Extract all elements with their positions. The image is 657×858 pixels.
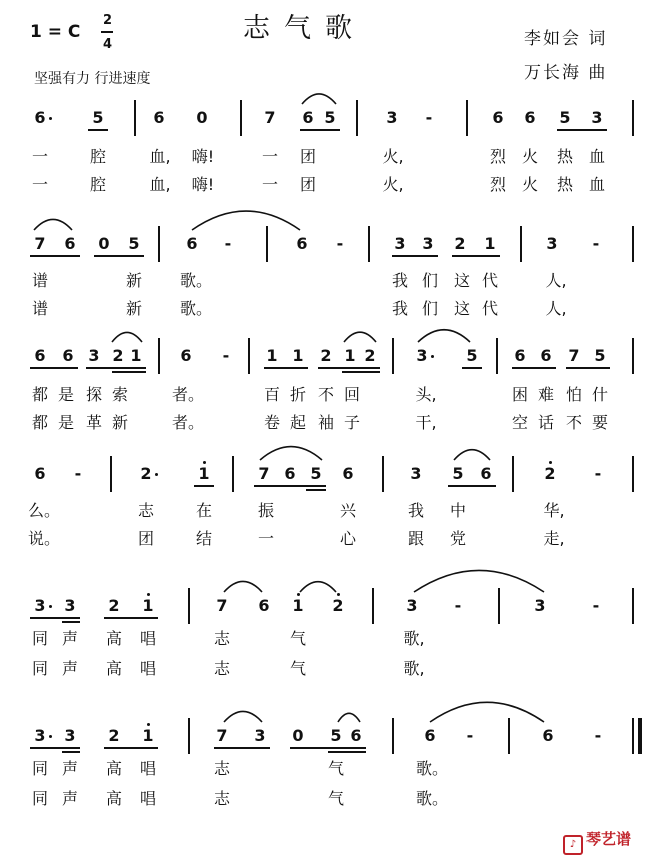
barline — [240, 100, 242, 136]
note: 2 — [332, 596, 344, 615]
lyric-syllable: 不 — [317, 385, 335, 404]
beam-underline — [30, 255, 80, 257]
beam-underline — [62, 621, 80, 623]
note: 5 — [324, 108, 336, 127]
note: 5 — [466, 346, 478, 365]
note: 3 — [416, 346, 428, 365]
note: 2 — [108, 596, 120, 615]
note: 6 — [34, 346, 46, 365]
note: 6 — [424, 726, 436, 745]
lyric-syllable: 结 — [195, 529, 213, 548]
note: 2 — [112, 346, 124, 365]
lyric-syllable: 兴 — [339, 501, 357, 520]
note: 1 — [292, 346, 304, 365]
lyric-syllable: 走, — [543, 529, 565, 548]
note: 1 — [198, 464, 210, 483]
lyric-syllable: 血 — [588, 175, 606, 194]
lyric-syllable: 嗨! — [191, 175, 215, 194]
lyric-syllable: 同 — [31, 759, 49, 778]
slur-arc — [260, 447, 322, 460]
lyric-syllable: 头, — [415, 385, 437, 404]
note: 6 — [186, 234, 198, 253]
note: 6 — [492, 108, 504, 127]
lyric-syllable: 志 — [213, 759, 231, 778]
lyric-syllable: 唱 — [139, 659, 157, 678]
octave-dot — [147, 593, 150, 596]
note: 6 — [153, 108, 165, 127]
lyric-syllable: 气 — [289, 629, 307, 648]
beam-underline — [566, 367, 610, 369]
time-signature-line — [101, 31, 113, 33]
lyric-syllable: 跟 — [407, 529, 425, 548]
lyric-syllable: 一 — [31, 147, 49, 166]
lyric-syllable: 要 — [591, 413, 609, 432]
note: 3 — [406, 596, 418, 615]
lyric-syllable: 一 — [257, 529, 275, 548]
slur-arc — [344, 332, 376, 342]
lyric-syllable: 空 — [511, 413, 529, 432]
lyric-syllable: 歌。 — [415, 789, 449, 808]
lyric-syllable: 唱 — [139, 789, 157, 808]
barline — [632, 718, 634, 754]
lyric-syllable: 谱 — [31, 299, 49, 318]
lyric-syllable: 火, — [382, 175, 404, 194]
lyric-syllable: 不 — [565, 413, 583, 432]
lyric-syllable: 歌。 — [179, 299, 213, 318]
note: 6 — [542, 726, 554, 745]
note: 3 — [386, 108, 398, 127]
lyric-syllable: 新 — [111, 413, 129, 432]
note: 6 — [284, 464, 296, 483]
note: - — [222, 346, 230, 365]
barline — [158, 226, 160, 262]
barline — [508, 718, 510, 754]
beam-underline — [30, 747, 80, 749]
augmentation-dot — [155, 473, 158, 476]
lyric-syllable: 人, — [545, 271, 567, 290]
lyric-syllable: 代 — [481, 299, 499, 318]
beam-underline — [448, 485, 496, 487]
note: 3 — [422, 234, 434, 253]
note: 7 — [264, 108, 276, 127]
lyric-syllable: 一 — [31, 175, 49, 194]
lyric-syllable: 腔 — [89, 175, 107, 194]
note: - — [466, 726, 474, 745]
lyric-line — [0, 300, 657, 320]
lyric-line — [0, 630, 657, 650]
note: 1 — [292, 596, 304, 615]
note: 0 — [98, 234, 110, 253]
beam-underline — [194, 485, 214, 487]
lyric-syllable: 我 — [391, 271, 409, 290]
note: 3 — [591, 108, 603, 127]
note: 6 — [480, 464, 492, 483]
lyric-syllable: 血, — [149, 175, 171, 194]
beam-underline — [104, 747, 158, 749]
lyric-syllable: 团 — [299, 147, 317, 166]
beam-underline — [254, 485, 326, 487]
lyric-syllable: 华, — [543, 501, 565, 520]
note: 2 — [454, 234, 466, 253]
note: 5 — [128, 234, 140, 253]
barline — [520, 226, 522, 262]
lyric-syllable: 同 — [31, 659, 49, 678]
slur-arc — [338, 713, 360, 722]
barline — [632, 100, 634, 136]
barline — [632, 338, 634, 374]
barline — [188, 588, 190, 624]
lyric-syllable: 同 — [31, 629, 49, 648]
note: 6 — [342, 464, 354, 483]
note: 6 — [258, 596, 270, 615]
lyric-syllable: 志 — [137, 501, 155, 520]
beam-underline — [86, 367, 146, 369]
note: 5 — [452, 464, 464, 483]
beam-underline — [318, 367, 380, 369]
lyric-syllable: 在 — [195, 501, 213, 520]
lyric-line — [0, 530, 657, 550]
octave-dot — [147, 723, 150, 726]
note: - — [74, 464, 82, 483]
lyric-line — [0, 660, 657, 680]
lyric-syllable: 么。 — [27, 501, 61, 520]
tempo-marking: 坚强有力 行进速度 — [34, 71, 151, 87]
note: 2 — [544, 464, 556, 483]
note: 6 — [514, 346, 526, 365]
beam-underline — [88, 129, 108, 131]
beam-underline — [94, 255, 144, 257]
lyric-syllable: 唱 — [139, 629, 157, 648]
note: - — [336, 234, 344, 253]
lyric-syllable: 歌, — [403, 629, 425, 648]
lyric-line — [0, 386, 657, 406]
beam-underline — [462, 367, 482, 369]
lyric-syllable: 气 — [327, 759, 345, 778]
note: 1 — [344, 346, 356, 365]
barline — [496, 338, 498, 374]
slur-arc — [418, 330, 470, 342]
note: - — [224, 234, 232, 253]
lyric-syllable: 者。 — [171, 385, 205, 404]
note: 3 — [34, 596, 46, 615]
barline — [368, 226, 370, 262]
note: 6 — [64, 234, 76, 253]
logo-text: 琴艺谱 — [586, 830, 632, 848]
lyric-syllable: 团 — [299, 175, 317, 194]
lyric-syllable: 声 — [61, 789, 79, 808]
lyric-syllable: 振 — [257, 501, 275, 520]
lyric-syllable: 卷 — [263, 413, 281, 432]
lyric-syllable: 歌。 — [179, 271, 213, 290]
note: 7 — [216, 596, 228, 615]
beam-underline — [104, 617, 158, 619]
lyric-syllable: 声 — [61, 759, 79, 778]
lyric-syllable: 志 — [213, 629, 231, 648]
slur-arc — [192, 211, 300, 230]
lyric-syllable: 志 — [213, 659, 231, 678]
time-signature-numerator: 2 — [103, 13, 113, 28]
lyricist-credit: 李如会 词 — [524, 29, 608, 49]
note: - — [594, 464, 602, 483]
lyric-syllable: 声 — [61, 659, 79, 678]
note: - — [454, 596, 462, 615]
lyric-syllable: 者。 — [171, 413, 205, 432]
beam-underline — [264, 367, 308, 369]
note: 1 — [484, 234, 496, 253]
lyric-syllable: 气 — [289, 659, 307, 678]
lyric-syllable: 是 — [57, 385, 75, 404]
note: 5 — [92, 108, 104, 127]
note: - — [592, 234, 600, 253]
note: 6 — [62, 346, 74, 365]
note: 0 — [292, 726, 304, 745]
lyric-syllable: 气 — [327, 789, 345, 808]
lyric-syllable: 血 — [588, 147, 606, 166]
slur-arc — [430, 702, 544, 722]
note: 5 — [330, 726, 342, 745]
slur-arc — [454, 450, 490, 460]
augmentation-dot — [49, 117, 52, 120]
note: 6 — [34, 464, 46, 483]
time-signature-denominator: 4 — [103, 37, 113, 52]
note: 5 — [310, 464, 322, 483]
barline — [632, 456, 634, 492]
lyric-syllable: 歌, — [403, 659, 425, 678]
note: 6 — [34, 108, 46, 127]
lyric-syllable: 唱 — [139, 759, 157, 778]
lyric-syllable: 嗨! — [191, 147, 215, 166]
lyric-syllable: 团 — [137, 529, 155, 548]
note: 3 — [64, 726, 76, 745]
note: 6 — [524, 108, 536, 127]
note: 2 — [140, 464, 152, 483]
slur-arc — [224, 581, 262, 592]
lyric-syllable: 谱 — [31, 271, 49, 290]
slur-arc — [414, 570, 544, 592]
barline — [498, 588, 500, 624]
lyric-line — [0, 790, 657, 810]
lyric-line — [0, 502, 657, 522]
lyric-syllable: 一 — [261, 147, 279, 166]
logo-icon: ♪ — [563, 835, 583, 855]
note: 2 — [320, 346, 332, 365]
beam-underline — [112, 371, 146, 373]
lyric-syllable: 高 — [105, 659, 123, 678]
barline — [266, 226, 268, 262]
lyric-syllable: 怕 — [565, 385, 583, 404]
lyric-syllable: 探 — [85, 385, 103, 404]
key-signature: 1 = C — [30, 22, 81, 42]
barline — [134, 100, 136, 136]
note: 5 — [594, 346, 606, 365]
lyric-syllable: 子 — [343, 413, 361, 432]
barline — [512, 456, 514, 492]
beam-underline — [452, 255, 500, 257]
lyric-syllable: 什 — [591, 385, 609, 404]
composer-credit: 万长海 曲 — [524, 63, 608, 83]
barline — [188, 718, 190, 754]
lyric-syllable: 新 — [125, 271, 143, 290]
beam-underline — [214, 747, 270, 749]
lyric-line — [0, 176, 657, 196]
lyric-syllable: 折 — [289, 385, 307, 404]
note: 3 — [64, 596, 76, 615]
lyric-syllable: 一 — [261, 175, 279, 194]
note: 3 — [410, 464, 422, 483]
lyric-syllable: 火, — [382, 147, 404, 166]
lyric-syllable: 歌。 — [415, 759, 449, 778]
note: - — [592, 596, 600, 615]
song-title: 志气歌 — [243, 13, 366, 44]
lyric-syllable: 高 — [105, 629, 123, 648]
lyric-syllable: 烈 — [489, 175, 507, 194]
note: 6 — [350, 726, 362, 745]
note: 1 — [142, 596, 154, 615]
barline — [158, 338, 160, 374]
lyric-syllable: 我 — [391, 299, 409, 318]
beam-underline — [62, 751, 80, 753]
barline — [392, 718, 394, 754]
augmentation-dot — [431, 355, 434, 358]
beam-underline — [306, 489, 326, 491]
lyric-syllable: 烈 — [489, 147, 507, 166]
note: 1 — [142, 726, 154, 745]
note: 1 — [130, 346, 142, 365]
barline — [356, 100, 358, 136]
note: 6 — [540, 346, 552, 365]
barline — [232, 456, 234, 492]
barline — [382, 456, 384, 492]
lyric-syllable: 们 — [421, 299, 439, 318]
augmentation-dot — [49, 735, 52, 738]
octave-dot — [337, 593, 340, 596]
beam-underline — [30, 367, 78, 369]
lyric-syllable: 革 — [85, 413, 103, 432]
note: 6 — [296, 234, 308, 253]
lyric-syllable: 袖 — [317, 413, 335, 432]
lyric-syllable: 中 — [449, 501, 467, 520]
note: 3 — [534, 596, 546, 615]
lyric-syllable: 心 — [339, 529, 357, 548]
lyric-syllable: 火 — [521, 175, 539, 194]
note: 3 — [34, 726, 46, 745]
site-logo — [563, 828, 631, 855]
octave-dot — [297, 593, 300, 596]
lyric-syllable: 高 — [105, 789, 123, 808]
lyric-syllable: 热 — [556, 147, 574, 166]
lyric-syllable: 都 — [31, 413, 49, 432]
barline — [248, 338, 250, 374]
beam-underline — [342, 371, 380, 373]
beam-underline — [512, 367, 556, 369]
final-barline — [638, 718, 642, 754]
beam-underline — [300, 129, 340, 131]
note: 6 — [180, 346, 192, 365]
note: 3 — [394, 234, 406, 253]
barline — [392, 338, 394, 374]
beam-underline — [392, 255, 438, 257]
lyric-syllable: 回 — [343, 385, 361, 404]
octave-dot — [549, 461, 552, 464]
note: 2 — [108, 726, 120, 745]
lyric-syllable: 是 — [57, 413, 75, 432]
barline — [466, 100, 468, 136]
beam-underline — [328, 751, 366, 753]
note: 7 — [34, 234, 46, 253]
octave-dot — [203, 461, 206, 464]
lyric-syllable: 难 — [537, 385, 555, 404]
slur-arc — [224, 711, 262, 722]
lyric-syllable: 人, — [545, 299, 567, 318]
lyric-syllable: 百 — [263, 385, 281, 404]
slur-arc — [300, 582, 336, 592]
lyric-syllable: 这 — [453, 271, 471, 290]
lyric-syllable: 血, — [149, 147, 171, 166]
lyric-syllable: 说。 — [27, 529, 61, 548]
slur-arc — [302, 94, 336, 104]
note: - — [594, 726, 602, 745]
note: 1 — [266, 346, 278, 365]
beam-underline — [557, 129, 607, 131]
slur-arc — [34, 219, 72, 230]
note: 2 — [364, 346, 376, 365]
note: 7 — [216, 726, 228, 745]
note: - — [425, 108, 433, 127]
lyric-syllable: 党 — [449, 529, 467, 548]
slur-arc — [112, 332, 142, 342]
beam-underline — [30, 617, 80, 619]
note: 0 — [196, 108, 208, 127]
lyric-syllable: 们 — [421, 271, 439, 290]
lyric-syllable: 这 — [453, 299, 471, 318]
lyric-syllable: 代 — [481, 271, 499, 290]
lyric-syllable: 热 — [556, 175, 574, 194]
note: 7 — [568, 346, 580, 365]
augmentation-dot — [49, 605, 52, 608]
lyric-syllable: 话 — [537, 413, 555, 432]
lyric-syllable: 干, — [415, 413, 437, 432]
lyric-syllable: 困 — [511, 385, 529, 404]
lyric-syllable: 都 — [31, 385, 49, 404]
note: 3 — [88, 346, 100, 365]
barline — [372, 588, 374, 624]
lyric-syllable: 起 — [289, 413, 307, 432]
lyric-syllable: 志 — [213, 789, 231, 808]
lyric-line — [0, 760, 657, 780]
lyric-line — [0, 272, 657, 292]
note: 7 — [258, 464, 270, 483]
lyric-syllable: 声 — [61, 629, 79, 648]
lyric-syllable: 索 — [111, 385, 129, 404]
note: 6 — [302, 108, 314, 127]
lyric-line — [0, 414, 657, 434]
lyric-syllable: 新 — [125, 299, 143, 318]
beam-underline — [290, 747, 366, 749]
lyric-syllable: 同 — [31, 789, 49, 808]
note: 3 — [546, 234, 558, 253]
barline — [632, 588, 634, 624]
lyric-syllable: 我 — [407, 501, 425, 520]
lyric-syllable: 高 — [105, 759, 123, 778]
note: 5 — [559, 108, 571, 127]
note: 3 — [254, 726, 266, 745]
lyric-syllable: 火 — [521, 147, 539, 166]
lyric-line — [0, 148, 657, 168]
barline — [110, 456, 112, 492]
barline — [632, 226, 634, 262]
lyric-syllable: 腔 — [89, 147, 107, 166]
